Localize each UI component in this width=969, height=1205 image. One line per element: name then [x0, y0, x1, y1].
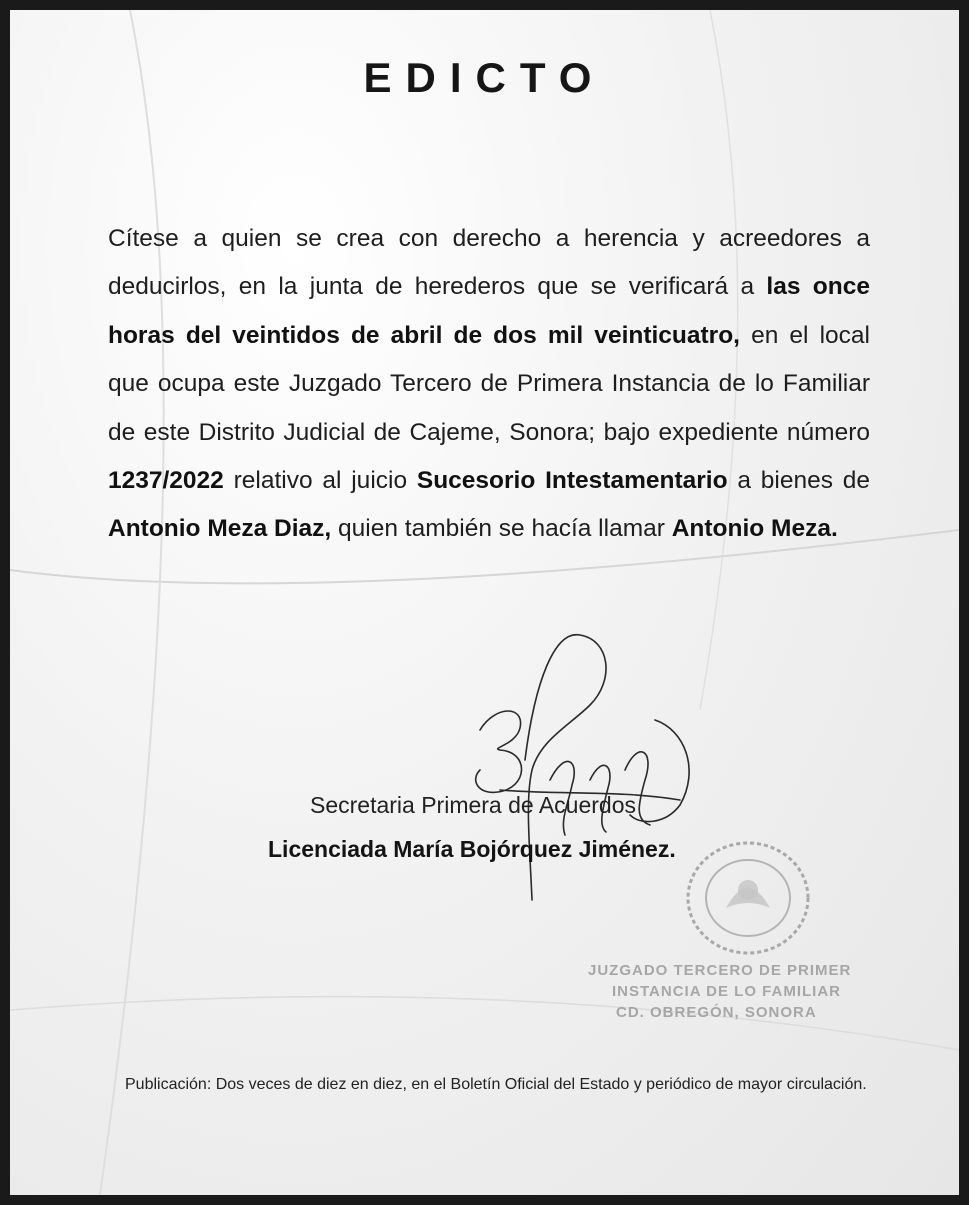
body-segment: en el local que ocupa este Juzgado Tercero de Primera Instancia de lo Familiar de este Distrito Judicial de Cajeme, Sonora; bajo expediente número: [108, 321, 870, 446]
stamp-line: INSTANCIA DE LO FAMILIAR: [612, 983, 841, 1000]
body-bold-segment: Antonio Meza Diaz,: [108, 515, 332, 543]
document-title: EDICTO: [363, 54, 606, 101]
stamp-line: JUZGADO TERCERO DE PRIMER: [588, 962, 852, 979]
publication-note: Publicación: Dos veces de diez en diez, en el Boletín Oficial del Estado y periódico de mayor circulación.: [125, 1076, 867, 1093]
body-segment: Cítese a quien se crea con derecho a herencia y acreedores a deducirlos, en la junta de herederos que se verificará a: [108, 225, 870, 301]
stamp-line: CD. OBREGÓN, SONORA: [616, 1004, 817, 1021]
signature-name: Licenciada María Bojórquez Jiménez.: [268, 836, 676, 862]
seal-icon: [678, 838, 818, 968]
body-bold-segment: Sucesorio Intestamentario: [416, 467, 728, 495]
document-page: [10, 10, 959, 1195]
body-segment: relativo al juicio: [223, 467, 417, 495]
body-segment: a bienes de: [727, 467, 871, 495]
edict-body: [108, 215, 870, 554]
body-bold-segment: Antonio Meza.: [671, 515, 838, 543]
body-segment: quien también se hacía llamar: [331, 515, 672, 543]
body-bold-segment: las once horas del veintidos de abril de dos mil veinticuatro,: [108, 273, 870, 349]
signature-role: Secretaria Primera de Acuerdos: [310, 792, 636, 818]
court-stamp: [588, 960, 918, 1023]
body-bold-segment: 1237/2022: [108, 467, 224, 495]
